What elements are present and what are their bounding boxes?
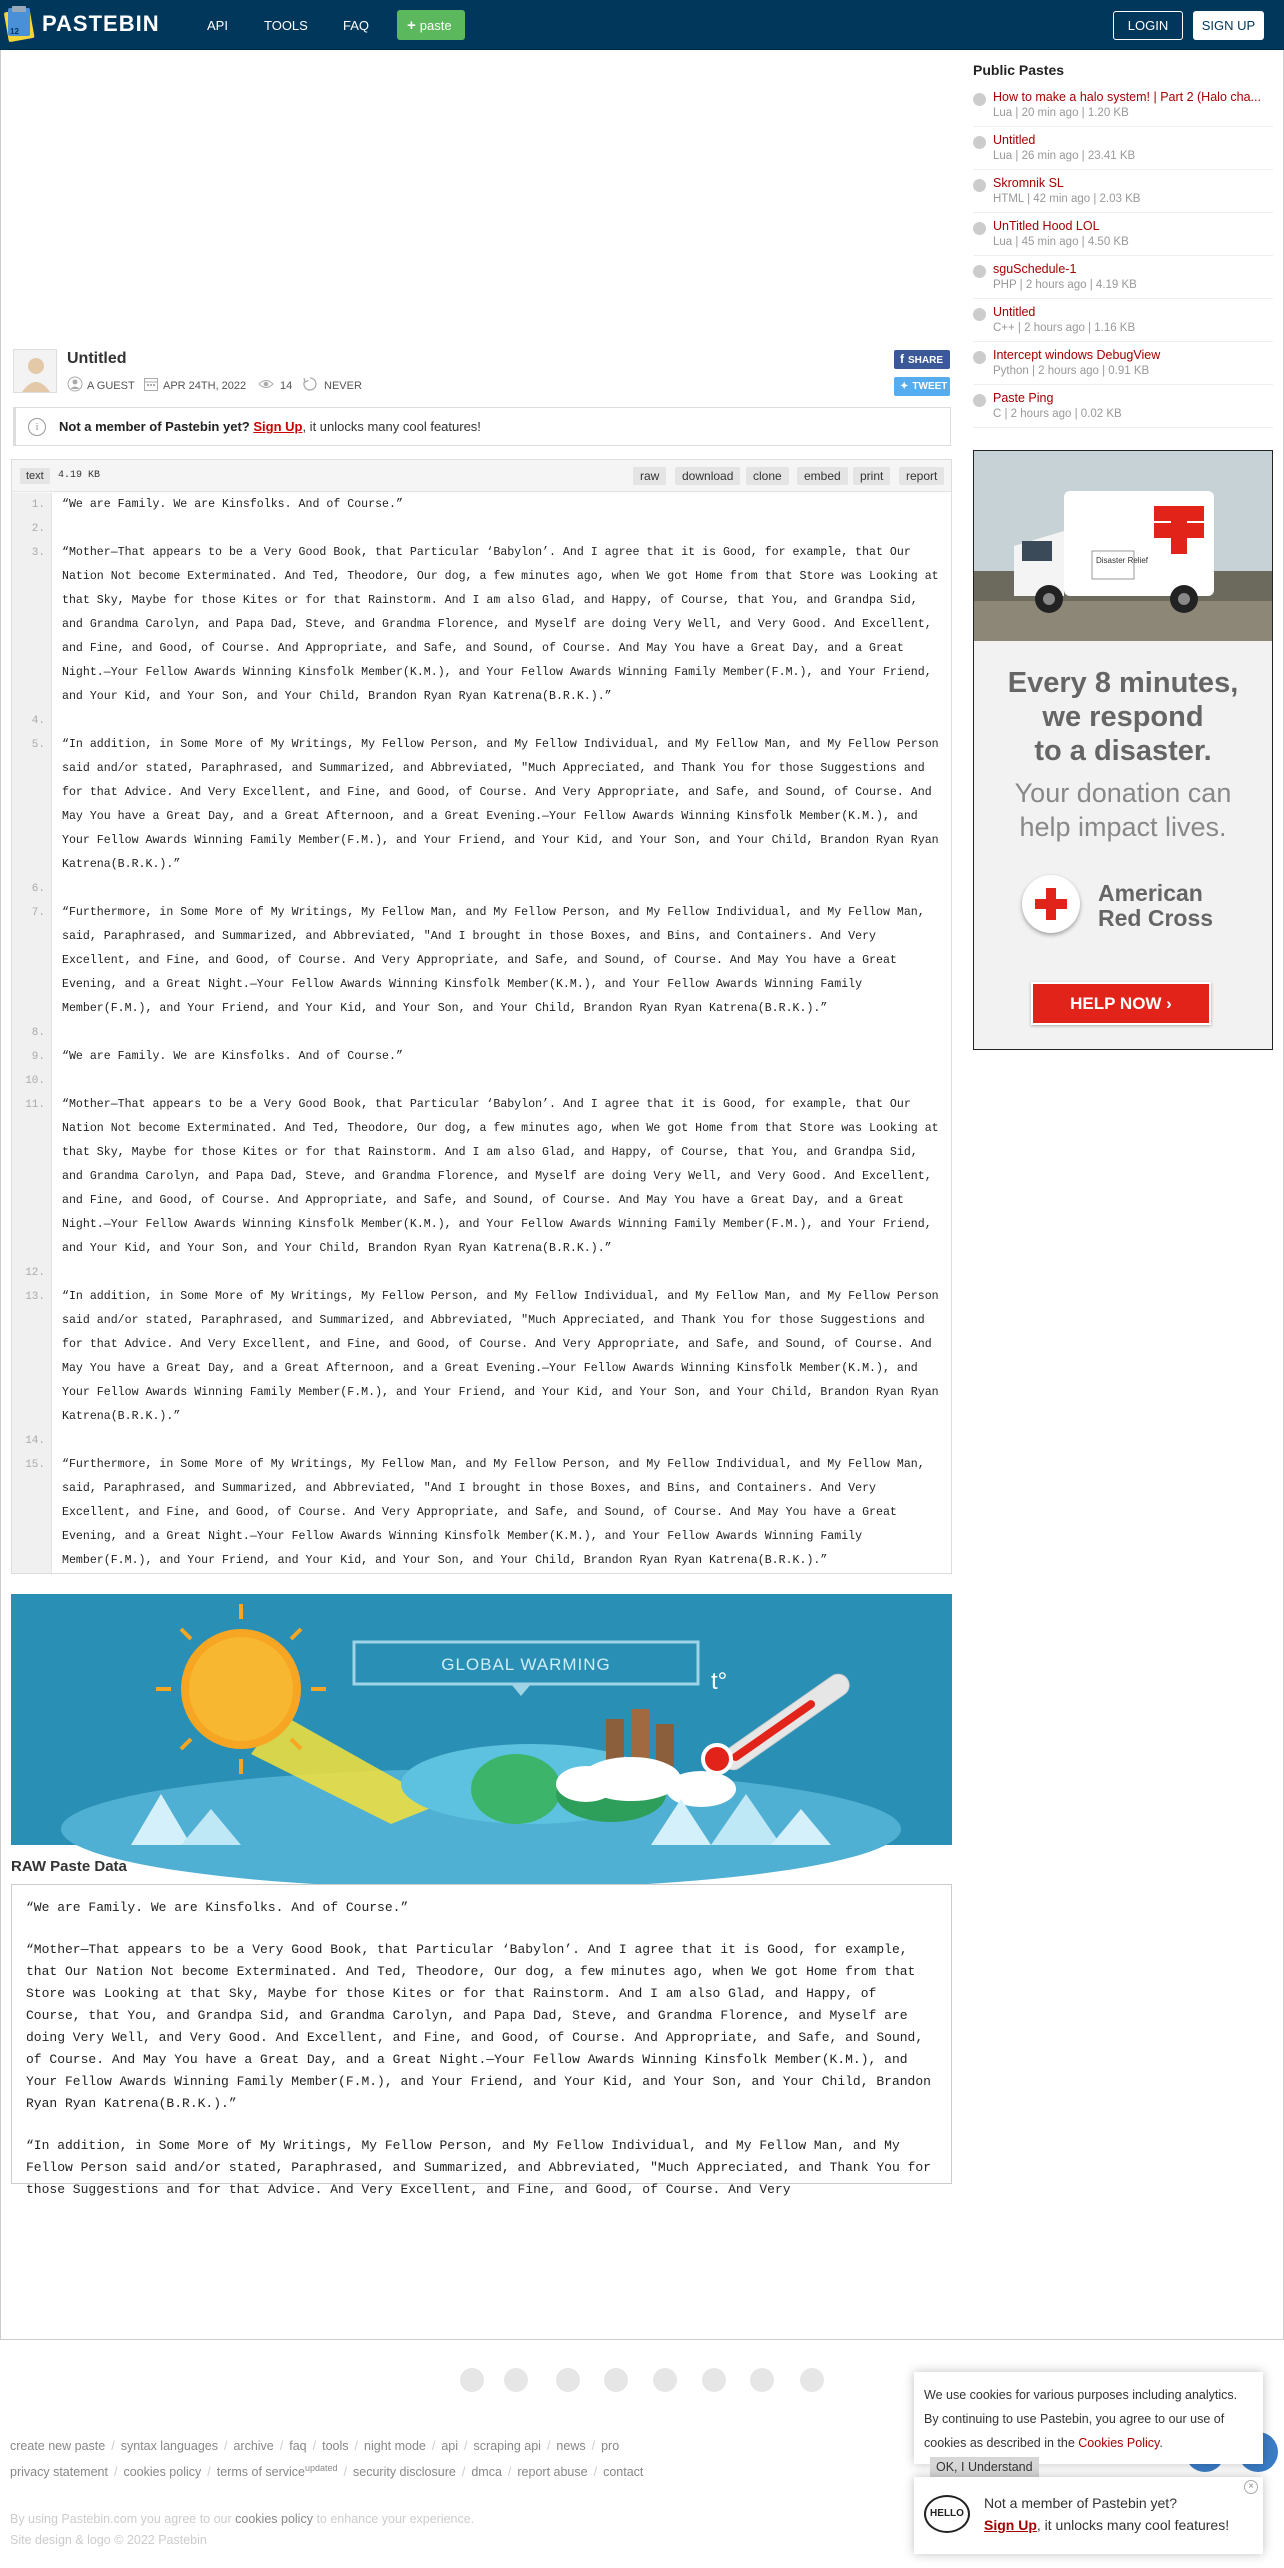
- separator: /: [464, 2439, 468, 2453]
- code-line: [12, 493, 951, 517]
- footer-link[interactable]: dmca: [471, 2465, 502, 2480]
- login-button[interactable]: LOGIN: [1113, 11, 1183, 40]
- public-paste-meta: PHP | 2 hours ago | 4.19 KB: [993, 279, 1137, 291]
- code-toolbar: [12, 460, 951, 492]
- public-paste-title[interactable]: How to make a halo system! | Part 2 (Halo cha...: [993, 90, 1261, 104]
- footer-links-row1: [10, 2439, 619, 2453]
- footer-link[interactable]: tools: [322, 2439, 349, 2453]
- line-number: 8.: [12, 1021, 52, 1045]
- code-line: [12, 1285, 951, 1429]
- tweet-label: TWEET: [912, 381, 948, 392]
- close-icon[interactable]: ×: [1244, 2480, 1258, 2494]
- notice-text: [59, 419, 481, 434]
- footer-link[interactable]: create new paste: [10, 2439, 106, 2453]
- divider: [973, 427, 1273, 428]
- line-content: [52, 709, 951, 733]
- line-number: 11.: [12, 1093, 52, 1261]
- line-content: “In addition, in Some More of My Writings, My Fellow Person, and My Fellow Individual, and My Fellow Man, and My Fellow Person said and/or stated, Paraphrased, and Summarized, and Abbreviated, "Much Appreciated, and Thank You for those Suggestions and for that Advice. And Very Excellent, and Fine, and Good, of Course. And Very Appropriate, and Safe, and Sound, of Course. And May You have a Great Day, and a Great Afternoon, and a Great Evening.—Your Fellow Awards Winning Kinsfolk Member(K.M.), and Your Fellow Awards Winning Family Member(F.M.), and Your Friend, and Your Kid, and Your Son, and Your Child, Brandon Ryan Ryan Katrena(B.R.K.).”: [52, 1285, 951, 1429]
- line-content: [52, 1021, 951, 1045]
- footer-link[interactable]: contact: [603, 2465, 644, 2480]
- updated-badge: updated: [304, 2463, 338, 2473]
- line-number: 10.: [12, 1069, 52, 1093]
- cookies-policy-link[interactable]: cookies policy: [235, 2512, 313, 2526]
- code-line: [12, 1093, 951, 1261]
- code-line: [12, 709, 951, 733]
- public-paste-title[interactable]: Paste Ping: [993, 391, 1054, 405]
- footer-link[interactable]: pro: [601, 2439, 620, 2453]
- divider: [973, 169, 1273, 170]
- user-icon: [67, 376, 83, 392]
- globe-icon: [973, 179, 986, 192]
- paste-title: Untitled: [67, 350, 127, 367]
- global-warming-illustration: [11, 1594, 952, 1845]
- divider: [973, 384, 1273, 385]
- separator: /: [343, 2465, 348, 2480]
- code-line: [12, 733, 951, 877]
- globe-icon: [973, 394, 986, 407]
- public-paste-meta: HTML | 42 min ago | 2.03 KB: [993, 193, 1141, 205]
- separator: /: [279, 2439, 284, 2453]
- eye-icon: [258, 376, 274, 392]
- ad-headline-line: we respond: [1042, 701, 1204, 733]
- line-content: [52, 1429, 951, 1453]
- ad-headline-line: Every 8 minutes,: [1007, 667, 1239, 699]
- globe-icon: [973, 265, 986, 278]
- user-silhouette-icon: [14, 350, 58, 394]
- paste-code-box: [11, 459, 952, 1574]
- code-line: [12, 1453, 951, 1573]
- raw-button[interactable]: raw: [633, 467, 666, 485]
- sublime-icon[interactable]: [800, 2368, 824, 2392]
- footer-links-row2: [10, 2463, 643, 2479]
- new-paste-label: paste: [419, 18, 452, 33]
- banner-text: GLOBAL WARMING: [441, 1655, 611, 1674]
- plus-icon: +: [407, 17, 416, 34]
- line-content: “We are Family. We are Kinsfolks. And of Course.”: [52, 1045, 951, 1069]
- ad-subline-line: help impact lives.: [1019, 812, 1227, 842]
- globe-icon: [973, 222, 986, 235]
- public-paste-meta: C++ | 2 hours ago | 1.16 KB: [993, 322, 1136, 334]
- ambulance-photo: [974, 451, 1272, 641]
- line-number: 3.: [12, 541, 52, 709]
- paste-views: 14: [280, 380, 293, 392]
- line-content: “Furthermore, in Some More of My Writings, My Fellow Man, and My Fellow Person, and My Fellow Individual, and My Fellow Man, said, Paraphrased, and Summarized, and Abbreviated, "And I brought in those Boxes, and Bins, and Containers. And Very Excellent, and Fine, and Good, of Course. And Very Appropriate, and Safe, and Sound, of Course. And May You have a Great Evening, and a Great Night.—Your Fellow Awards Winning Kinsfolk Member(K.M.), and Your Fellow Awards Winning Family Member(F.M.), and Your Friend, and Your Kid, and Your Son, and Your Child, Brandon Ryan Ryan Katrena(B.R.K.).”: [52, 1453, 951, 1573]
- embed-button[interactable]: embed: [797, 467, 848, 485]
- line-content: “We are Family. We are Kinsfolks. And of Course.”: [52, 493, 951, 517]
- public-paste-title[interactable]: Untitled: [993, 133, 1036, 147]
- van-label: Disaster Relief: [1096, 556, 1149, 565]
- code-lines: [12, 493, 951, 1573]
- separator: /: [111, 2439, 115, 2453]
- ad-subline: [974, 776, 1272, 844]
- banner-thermo-label: t°: [711, 1668, 728, 1695]
- code-line: [12, 1069, 951, 1093]
- download-button[interactable]: download: [675, 467, 740, 485]
- divider: [973, 298, 1273, 299]
- calendar-icon: [143, 376, 159, 392]
- expire-icon: [302, 376, 318, 392]
- public-paste-meta: Python | 2 hours ago | 0.91 KB: [993, 365, 1150, 377]
- public-paste-title[interactable]: UnTitled Hood LOL: [993, 219, 1100, 233]
- public-paste-meta: C | 2 hours ago | 0.02 KB: [993, 408, 1122, 420]
- divider: [973, 126, 1273, 127]
- footer-link[interactable]: security disclosure: [353, 2465, 456, 2480]
- cookie-text: We use cookies for various purposes including analytics. By continuing to use Pastebin, you agree to our use of cookies as described in the: [924, 2388, 1238, 2450]
- top-navbar: [0, 0, 1284, 50]
- nav-api[interactable]: API: [207, 18, 228, 33]
- notice-rest: , it unlocks many cool features!: [302, 419, 481, 434]
- code-line: [12, 1045, 951, 1069]
- ad-subline-line: Your donation can: [1014, 778, 1232, 808]
- line-number: 14.: [12, 1429, 52, 1453]
- org-line: American: [1098, 880, 1203, 906]
- line-content: “Furthermore, in Some More of My Writings, My Fellow Man, and My Fellow Person, and My Fellow Individual, and My Fellow Man, said, Paraphrased, and Summarized, and Abbreviated, "And I brought in those Boxes, and Bins, and Containers. And Very Excellent, and Fine, and Good, of Course. And Very Appropriate, and Safe, and Sound, of Course. And May You have a Great Evening, and a Great Night.—Your Fellow Awards Winning Kinsfolk Member(K.M.), and Your Fellow Awards Winning Family Member(F.M.), and Your Friend, and Your Kid, and Your Son, and Your Child, Brandon Ryan Ryan Katrena(B.R.K.).”: [52, 901, 951, 1021]
- public-paste-meta: Lua | 20 min ago | 1.20 KB: [993, 107, 1129, 119]
- line-number: 5.: [12, 733, 52, 877]
- public-pastes-title: Public Pastes: [973, 62, 1065, 78]
- firefox-icon[interactable]: [504, 2368, 528, 2392]
- syntax-tag[interactable]: text: [20, 468, 50, 484]
- notice-bold: Not a member of Pastebin yet?: [59, 419, 250, 434]
- hello-badge-icon: HELLO: [924, 2495, 970, 2533]
- separator: /: [223, 2439, 228, 2453]
- line-content: “Mother—That appears to be a Very Good Book, that Particular ‘Babylon’. And I agree that it is Good, for example, that Our Nation Not become Exterminated. And Ted, Theodore, Our dog, a few minutes ago, when We got Home from that Store was Looking at that Sky, Maybe for those Kites or for that Rainstorm. And I am also Glad, and Happy, of Course, that You, and Grandpa Sid, and Grandma Carolyn, and Papa Dad, Steve, and Grandma Florence, and Myself are doing Very Well, and Very Good. And Excellent, and Fine, and Good, of Course. And Appropriate, and Safe, and Sound, of Course. And May You have a Great Day, and a Great Night.—Your Fellow Awards Winning Kinsfolk Member(K.M.), and Your Fellow Awards Winning Family Member(F.M.), and Your Friend, and Your Kid, and Your Son, and Your Child, Brandon Ryan Ryan Katrena(B.R.K.).”: [52, 541, 951, 709]
- ad-headline: [974, 666, 1272, 768]
- line-number: 6.: [12, 877, 52, 901]
- globe-icon: [973, 308, 986, 321]
- raw-paste-textarea[interactable]: [11, 1884, 952, 2197]
- org-line: Red Cross: [1098, 905, 1214, 931]
- android-icon[interactable]: [653, 2368, 677, 2392]
- footer-link[interactable]: report abuse: [517, 2465, 588, 2480]
- ad-headline-line: to a disaster.: [1034, 735, 1212, 767]
- line-content: [52, 877, 951, 901]
- code-line: [12, 517, 951, 541]
- line-content: “In addition, in Some More of My Writings, My Fellow Person, and My Fellow Individual, and My Fellow Man, and My Fellow Person said and/or stated, Paraphrased, and Summarized, and Abbreviated, "Much Appreciated, and Thank You for those Suggestions and for that Advice. And Very Excellent, and Fine, and Good, of Course. And Very Appropriate, and Safe, and Sound, of Course. And May You have a Great Day, and a Great Afternoon, and a Great Evening.—Your Fellow Awards Winning Kinsfolk Member(K.M.), and Your Fellow Awards Winning Family Member(F.M.), and Your Friend, and Your Kid, and Your Son, and Your Child, Brandon Ryan Ryan Katrena(B.R.K.).”: [52, 733, 951, 877]
- facebook-share-button[interactable]: [894, 350, 950, 369]
- separator: /: [431, 2439, 436, 2453]
- footer-link[interactable]: cookies policy: [123, 2465, 202, 2480]
- public-paste-meta: Lua | 26 min ago | 23.41 KB: [993, 150, 1136, 162]
- code-line: [12, 1261, 951, 1285]
- hello-rest: , it unlocks many cool features!: [1036, 2517, 1230, 2533]
- separator: /: [593, 2465, 598, 2480]
- twitter-icon: ✦: [900, 381, 909, 392]
- line-content: [52, 517, 951, 541]
- code-line: [12, 877, 951, 901]
- cookie-consent: We use cookies for various purposes including analytics. By continuing to use Pastebin, you agree to our use of cookies as described in the Cookies Policy. OK, I Understand: [914, 2372, 1263, 2464]
- facebook-icon: f: [900, 352, 904, 366]
- footer-link[interactable]: terms of service: [216, 2465, 305, 2480]
- line-content: “Mother—That appears to be a Very Good Book, that Particular ‘Babylon’. And I agree that it is Good, for example, that Our Nation Not become Exterminated. And Ted, Theodore, Our dog, a few minutes ago, when We got Home from that Store was Looking at that Sky, Maybe for those Kites or for that Rainstorm. And I am also Glad, and Happy, of Course, that You, and Grandpa Sid, and Grandma Carolyn, and Papa Dad, Steve, and Grandma Florence, and Myself are doing Very Well, and Very Good. And Excellent, and Fine, and Good, of Course. And Appropriate, and Safe, and Sound, of Course. And May You have a Great Day, and a Great Night.—Your Fellow Awards Winning Kinsfolk Member(K.M.), and Your Fellow Awards Winning Family Member(F.M.), and Your Friend, and Your Kid, and Your Son, and Your Child, Brandon Ryan Ryan Katrena(B.R.K.).”: [52, 1093, 951, 1261]
- signup-popup: [914, 2477, 1263, 2554]
- line-number: 1.: [12, 493, 52, 517]
- paste-expires: NEVER: [324, 380, 362, 392]
- separator: /: [546, 2439, 551, 2453]
- raw-paragraph: “In addition, in Some More of My Writings, My Fellow Person, and My Fellow Individual, and My Fellow Man, and My Fellow Person said and/or stated, Paraphrased, and Summarized, and Abbreviated, "Much Appreciated, and Thank You for those Suggestions and for that Advice. And Very Excellent, and Fine, and Good, of Course. And Very: [26, 2138, 931, 2197]
- public-paste-title[interactable]: sguSchedule-1: [993, 262, 1077, 276]
- public-paste-meta: Lua | 45 min ago | 4.50 KB: [993, 236, 1129, 248]
- red-cross-name: [1098, 881, 1213, 931]
- ios-icon[interactable]: [556, 2368, 580, 2392]
- line-number: 7.: [12, 901, 52, 1021]
- code-line: [12, 901, 951, 1021]
- mac-icon[interactable]: [702, 2368, 726, 2392]
- line-number: 13.: [12, 1285, 52, 1429]
- globe-icon: [973, 351, 986, 364]
- clone-button[interactable]: clone: [746, 467, 789, 485]
- share-label: SHARE: [908, 355, 944, 366]
- separator: /: [507, 2465, 512, 2480]
- brand-name[interactable]: PASTEBIN: [42, 11, 160, 36]
- divider: [973, 255, 1273, 256]
- info-icon: i: [28, 418, 46, 436]
- code-line: [12, 1021, 951, 1045]
- separator: /: [312, 2439, 317, 2453]
- code-line: [12, 1429, 951, 1453]
- new-paste-button[interactable]: [397, 10, 465, 40]
- hello-signup-link[interactable]: Sign Up: [984, 2517, 1037, 2533]
- windows-icon[interactable]: [604, 2368, 628, 2392]
- separator: /: [461, 2465, 466, 2480]
- footer-link[interactable]: scraping api: [473, 2439, 541, 2453]
- raw-paragraph: “We are Family. We are Kinsfolks. And of Course.”: [26, 1900, 409, 1915]
- red-cross-ad[interactable]: [973, 450, 1273, 1050]
- public-paste-title[interactable]: Skromnik SL: [993, 176, 1064, 190]
- raw-paste-title: RAW Paste Data: [11, 1858, 127, 1875]
- legal-post: to enhance your experience.: [312, 2512, 475, 2526]
- hello-line1: Not a member of Pastebin yet?: [984, 2495, 1177, 2511]
- cookie-ok-button[interactable]: OK, I Understand: [930, 2457, 1039, 2477]
- paste-author[interactable]: A GUEST: [87, 380, 135, 392]
- footer-link[interactable]: night mode: [364, 2439, 426, 2453]
- separator: /: [591, 2439, 596, 2453]
- divider: [973, 341, 1273, 342]
- print-button[interactable]: print: [853, 467, 890, 485]
- opera-icon[interactable]: [750, 2368, 774, 2392]
- cookie-policy-link[interactable]: Cookies Policy: [1078, 2436, 1160, 2450]
- separator: /: [207, 2465, 211, 2480]
- guest-avatar: [13, 349, 57, 393]
- separator: /: [354, 2439, 359, 2453]
- footer-link[interactable]: privacy statement: [10, 2465, 108, 2480]
- footer-link[interactable]: archive: [233, 2439, 274, 2453]
- twitter-tweet-button[interactable]: [894, 377, 950, 396]
- line-content: [52, 1069, 951, 1093]
- line-number: 9.: [12, 1045, 52, 1069]
- legal-text: [10, 2512, 474, 2526]
- red-cross-icon: [1022, 875, 1080, 933]
- raw-paragraph: “Mother—That appears to be a Very Good Book, that Particular ‘Babylon’. And I agree that it is Good, for example, that Our Nation Not become Exterminated. And Ted, Theodore, Our dog, a few minutes ago, when We got Home from that Store was Looking at that Sky, Maybe for those Kites or for that Rainstorm. And I am also Glad, and Happy, of Course, that You, and Grandpa Sid, and Grandma Carolyn, and Papa Dad, Steve, and Grandma Florence, and Myself are doing Very Well, and Very Good. And Excellent, and Fine, and Good, of Course. And Appropriate, and Safe, and Sound, of Course. And May You have a Great Day, and a Great Night.—Your Fellow Awards Winning Kinsfolk Member(K.M.), and Your Fellow Awards Winning Family Member(F.M.), and Your Friend, and Your Kid, and Your Son, and Your Child, Brandon Ryan Ryan Katrena(B.R.K.).”: [26, 1942, 931, 2111]
- nav-faq[interactable]: FAQ: [343, 18, 370, 33]
- member-notice: [13, 407, 951, 446]
- report-button[interactable]: report: [899, 467, 944, 485]
- globe-icon: [973, 93, 986, 106]
- pastebin-logo-icon[interactable]: [4, 4, 36, 44]
- legal-pre: By using Pastebin.com you agree to our: [10, 2512, 236, 2526]
- divider: [973, 212, 1273, 213]
- footer-link[interactable]: faq: [289, 2439, 307, 2453]
- global-warming-banner[interactable]: [11, 1594, 952, 1845]
- hello-line2: [984, 2517, 1229, 2533]
- paste-size: 4.19 KB: [58, 470, 101, 481]
- globe-icon: [973, 136, 986, 149]
- code-line: [12, 541, 951, 709]
- help-now-button[interactable]: HELP NOW ›: [1031, 982, 1211, 1025]
- line-number: 4.: [12, 709, 52, 733]
- chrome-icon[interactable]: [460, 2368, 484, 2392]
- footer-link[interactable]: api: [441, 2439, 459, 2453]
- footer-link[interactable]: syntax languages: [120, 2439, 218, 2453]
- line-number: 2.: [12, 517, 52, 541]
- public-paste-title[interactable]: Untitled: [993, 305, 1036, 319]
- notice-signup-link[interactable]: Sign Up: [253, 419, 303, 434]
- line-number: 12.: [12, 1261, 52, 1285]
- public-paste-title[interactable]: Intercept windows DebugView: [993, 348, 1161, 362]
- line-number: 15.: [12, 1453, 52, 1573]
- line-content: [52, 1261, 951, 1285]
- paste-date: APR 24TH, 2022: [163, 380, 247, 392]
- footer-link[interactable]: news: [556, 2439, 586, 2453]
- nav-tools[interactable]: TOOLS: [264, 18, 308, 33]
- svg-text:12: 12: [10, 27, 19, 36]
- signup-button[interactable]: SIGN UP: [1193, 11, 1264, 40]
- separator: /: [113, 2465, 118, 2480]
- copyright: Site design & logo © 2022 Pastebin: [10, 2533, 207, 2547]
